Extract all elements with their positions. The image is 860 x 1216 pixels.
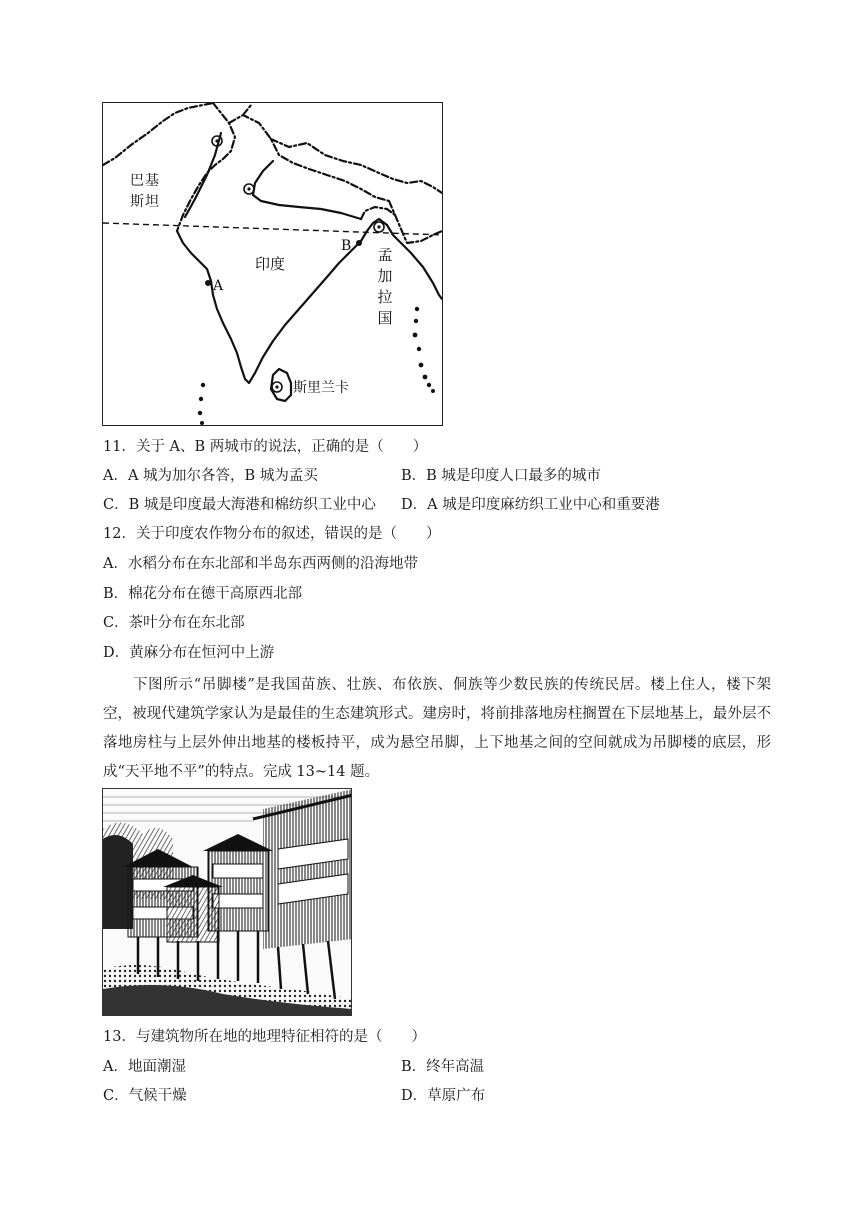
q12-option-c: C．茶叶分布在东北部 [103, 615, 245, 631]
q12-option-b: B．棉花分布在德干高原西北部 [103, 586, 303, 602]
city-a-dot [205, 280, 211, 286]
label-pakistan: 巴基斯坦 [130, 173, 160, 210]
q11-option-d: D．A 城是印度麻纺织工业中心和重要港 [401, 497, 660, 513]
inner-river [253, 161, 361, 219]
q12-stem: 12．关于印度农作物分布的叙述，错误的是（ ） [103, 526, 441, 542]
label-city-b: B [341, 238, 352, 254]
city-b-dot [356, 240, 362, 246]
q11-option-c: C．B 城是印度最大海港和棉纺织工业中心 [103, 497, 376, 513]
q13-option-c: C．气候干燥 [103, 1088, 187, 1104]
q13-option-b: B．终年高温 [401, 1059, 485, 1075]
stilt-house-image [102, 788, 352, 1016]
q12-option-a: A．水稻分布在东北部和半岛东西两侧的沿海地带 [103, 556, 418, 572]
q12-option-d: D．黄麻分布在恒河中上游 [103, 645, 275, 661]
label-city-a: A [213, 278, 224, 294]
india-coastline [177, 219, 442, 383]
q11-stem: 11．关于 A、B 两城市的说法，正确的是（ ） [103, 439, 428, 455]
q11-option-b: B．B 城是印度人口最多的城市 [401, 468, 601, 484]
q13-option-d: D．草原广布 [401, 1088, 486, 1104]
q11-option-a: A．A 城为加尔各答，B 城为孟买 [103, 468, 318, 484]
label-bangladesh: 孟加拉国 [377, 246, 393, 327]
q13-option-a: A．地面潮湿 [103, 1059, 186, 1075]
label-india: 印度 [255, 255, 286, 273]
q13-stem: 13．与建筑物所在地的地理特征相符的是（ ） [103, 1029, 426, 1045]
label-sri-lanka: 斯里兰卡 [293, 380, 349, 396]
himalaya-border [271, 139, 442, 243]
bangladesh-border [361, 207, 395, 219]
pakistan-border [103, 103, 235, 231]
passage-diaojiaolou: 下图所示“吊脚楼”是我国苗族、壮族、布依族、侗族等少数民族的传统民居。楼上住人，楼下架空，被现代建筑学家认为是最佳的生态建筑形式。建房时，将前排落地房柱搁置在下层地基上，最外层不落地房柱与上层外伸出地基的楼板持平，成为悬空吊脚，上下地基之间的空间就成为吊脚楼的底层，形成“天平地不平”的特点。完成 13~14 题。 [103, 677, 771, 780]
india-map [102, 102, 443, 426]
